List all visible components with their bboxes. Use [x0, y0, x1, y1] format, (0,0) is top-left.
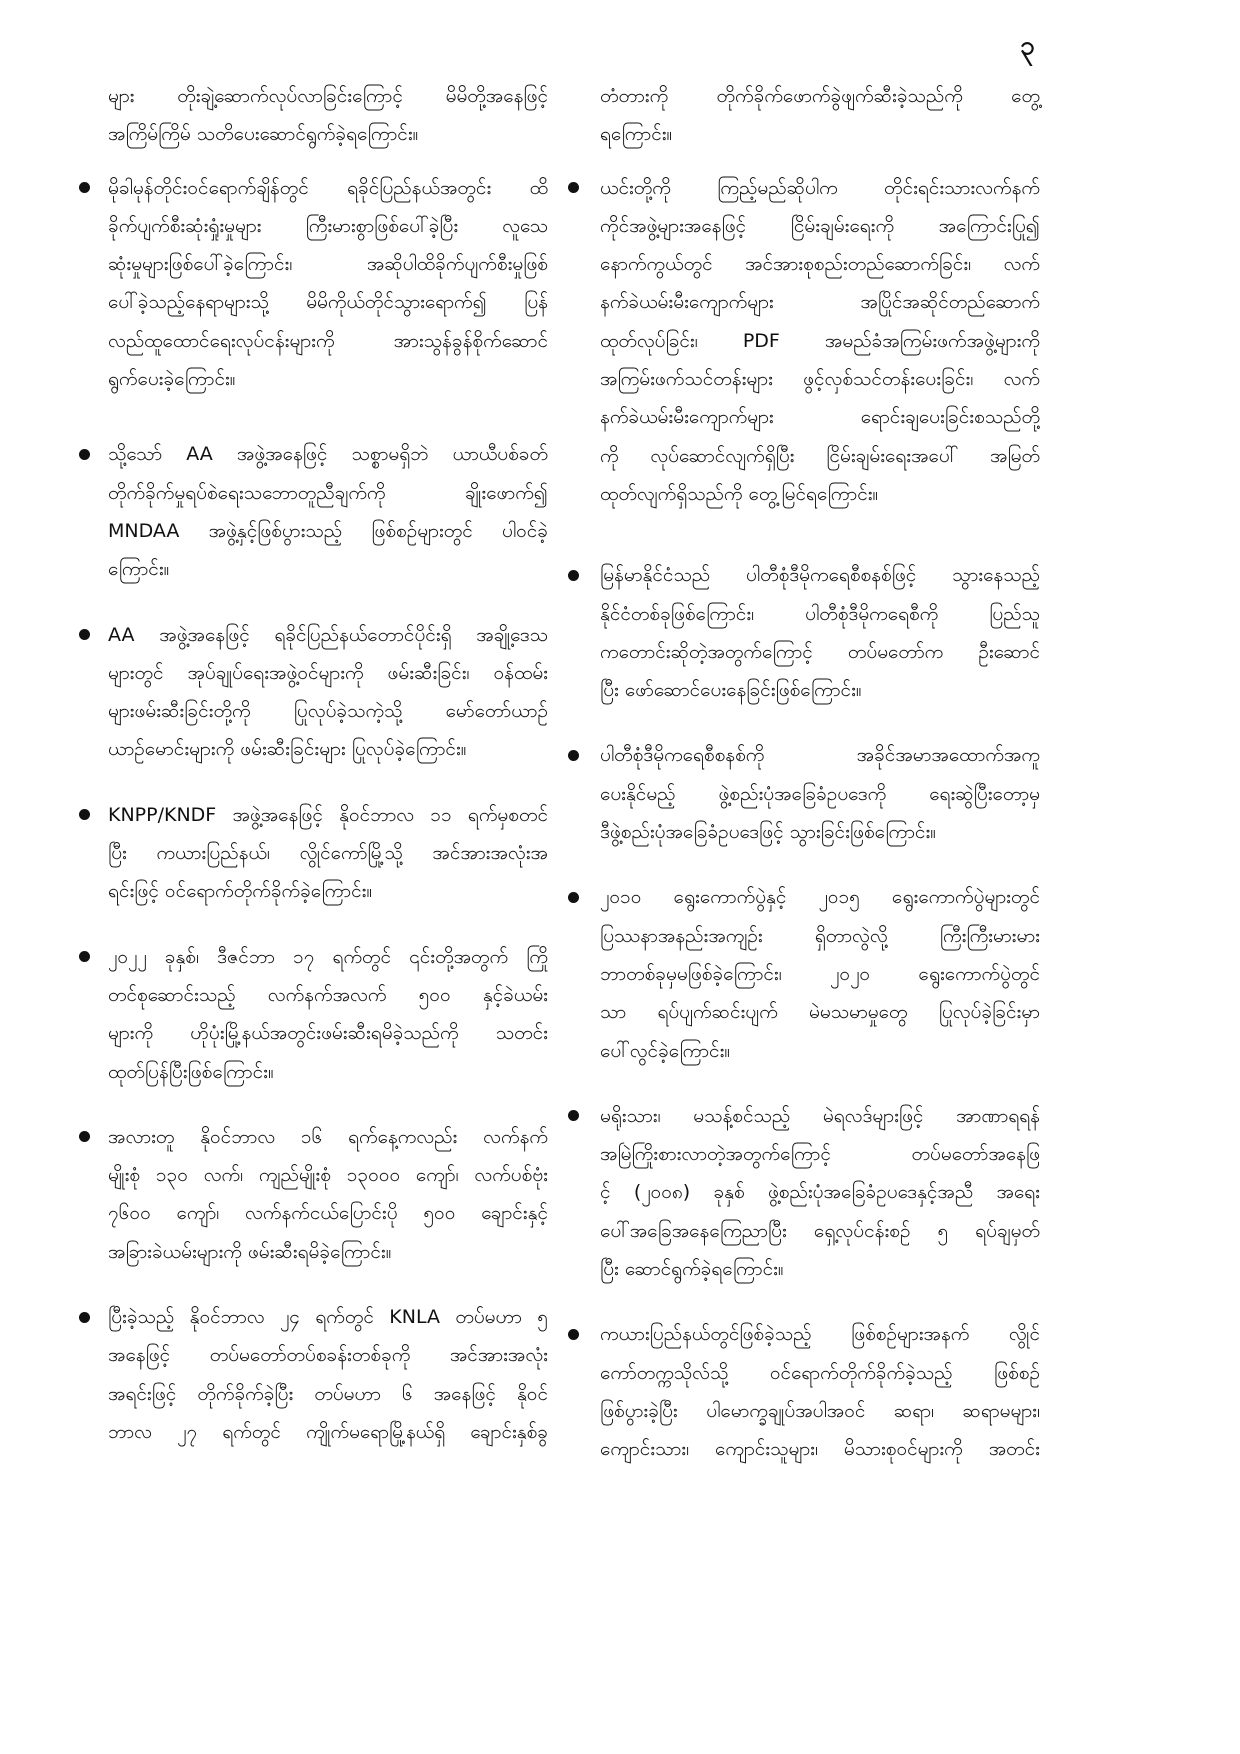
text-line: သာ ရပ်ပျက်ဆင်းပျက် မဲမသမာမှုတွေ ပြုလုပ်ခဲ့ခြင်းမှာ	[600, 1001, 1040, 1024]
continued-paragraph	[108, 77, 548, 154]
text-line: ထုတ်ပြန်ပြီးဖြစ်ကြောင်း။	[108, 1060, 274, 1083]
text-line: အမြဲကြိုးစားလာတဲ့အတွက်ကြောင့် တပ်မတော်အနေဖြ	[600, 1143, 1040, 1166]
text-line: ခိုက်ပျက်စီးဆုံးရှုံးမှုများ ကြီးမားစွာဖြစ်ပေါ်ခဲ့ပြီး လူသေ	[108, 214, 548, 237]
bullet-point-icon	[79, 629, 90, 640]
text-line: တံတားကို တိုက်ခိုက်ဖောက်ခွဲဖျက်ဆီးခဲ့သည်ကို တွေ့	[600, 85, 1040, 107]
text-line: တိုက်ခိုက်မှုရပ်စဲရေးသဘောတူညီချက်ကို ချိုးဖောက်၍	[108, 481, 548, 504]
text-line: မိုခါမုန်တိုင်းဝင်ရောက်ချိန်တွင် ရခိုင်ပြည်နယ်အတွင်း ထိ	[108, 176, 548, 199]
text-line: ၂၀၂၂ ခုနှစ်၊ ဒီဇင်ဘာ ၁၇ ရက်တွင် ၎င်းတို့အတွက် ကြို	[108, 945, 548, 968]
text-line: ကို လုပ်ဆောင်လျက်ရှိပြီး ငြိမ်းချမ်းရေးအပေါ် အမြတ်	[600, 444, 1040, 467]
text-line: ကော်တက္ကသိုလ်သို့ ဝင်ရောက်တိုက်ခိုက်ခဲ့သည့် ဖြစ်စဉ်	[600, 1361, 1040, 1384]
text-line: ၂၀၁၀ ရွေးကောက်ပွဲနှင့် ၂၀၁၅ ရွေးကောက်ပွဲများတွင်	[600, 886, 1040, 909]
text-line: ကျောင်းသား၊ ကျောင်းသူများ၊ မိသားစုဝင်များကို အတင်း	[600, 1438, 1040, 1461]
bullet-point-icon	[79, 951, 90, 962]
text-line: င့် (၂၀၀၈) ခုနှစ် ဖွဲ့စည်းပုံအခြေခံဥပဒေနှင့်အညီ အရေး	[600, 1181, 1040, 1204]
text-line: ကတောင်းဆိုတဲ့အတွက်ကြောင့် တပ်မတော်က ဦးဆောင်	[600, 640, 1040, 663]
bullet-point-icon	[79, 449, 90, 460]
text-line: ကြောင်း။	[108, 558, 170, 581]
bullet-point-icon	[568, 750, 579, 761]
text-line: ထုတ်လုပ်ခြင်း၊ PDF အမည်ခံအကြမ်းဖက်အဖွဲ့များကို	[600, 329, 1040, 352]
text-line: အရင်းဖြင့် တိုက်ခိုက်ခဲ့ပြီး တပ်မဟာ ၆ အနေဖြင့် နိုဝင်	[108, 1382, 548, 1405]
bullet-item	[600, 1315, 1040, 1468]
text-line: ပြီးခဲ့သည့် နိုဝင်ဘာလ ၂၄ ရက်တွင် KNLA တပ်မဟာ ၅	[108, 1306, 548, 1329]
text-line: များကို ဟိုပုံးမြို့နယ်အတွင်းဖမ်းဆီးရမိခဲ့သည်ကို သတင်း	[108, 1022, 548, 1045]
text-line: ပြီး ဖော်ဆောင်ပေးနေခြင်းဖြစ်ကြောင်း။	[600, 679, 862, 702]
text-line: အနေဖြင့် တပ်မတော်တပ်စခန်းတစ်ခုကို အင်အားအလုံး	[108, 1344, 548, 1367]
text-line: ပြီး ကယားပြည်နယ်၊ လွိုင်ကော်မြို့သို့ အင်အားအလုံးအ	[108, 842, 548, 865]
text-line: ပေါ်လွင်ခဲ့ကြောင်း။	[600, 1039, 731, 1062]
text-line: ရင်းဖြင့် ဝင်ရောက်တိုက်ခိုက်ခဲ့ကြောင်း။	[108, 880, 373, 903]
bullet-item	[108, 616, 548, 769]
bullet-point-icon	[79, 1312, 90, 1323]
text-line: ပေးနိုင်မည့် ဖွဲ့စည်းပုံအခြေခံဥပဒေကို ရေးဆွဲပြီးတော့မှ	[600, 782, 1040, 805]
text-line: များတွင် အုပ်ချုပ်ရေးအဖွဲ့ဝင်များကို ဖမ်းဆီးခြင်း၊ ဝန်ထမ်း	[108, 661, 548, 684]
bullet-item	[600, 736, 1040, 851]
text-line: ဆုံးမှုများဖြစ်ပေါ်ခဲ့ကြောင်း၊ အဆိုပါထိခိုက်ပျက်စီးမှုဖြစ်	[108, 253, 548, 276]
text-line: ပြီး ဆောင်ရွက်ခဲ့ရကြောင်း။	[600, 1258, 784, 1281]
text-line: ယာဉ်မောင်းများကို ဖမ်းဆီးခြင်းများ ပြုလုပ်ခဲ့ကြောင်း။	[108, 738, 467, 761]
text-line: အကြမ်းဖက်သင်တန်းများ ဖွင့်လှစ်သင်တန်းပေးခြင်း၊ လက်	[600, 368, 1040, 391]
text-line: မရိုးသား၊ မသန့်စင်သည့် မဲရလဒ်များဖြင့် အာဏာရရန်	[600, 1104, 1040, 1127]
text-line: ကိုင်အဖွဲ့များအနေဖြင့် ငြိမ်းချမ်းရေးကို အကြောင်းပြု၍	[600, 214, 1040, 237]
text-line: AA အဖွဲ့အနေဖြင့် ရခိုင်ပြည်နယ်တောင်ပိုင်းရှိ အချို့ဒေသ	[108, 623, 548, 646]
bullet-point-icon	[79, 809, 90, 820]
bullet-point-icon	[568, 570, 579, 581]
bullet-item	[108, 435, 548, 588]
page-number: ၃	[1020, 31, 1035, 61]
text-line: များ တိုးချဲ့ဆောက်လုပ်လာခြင်းကြောင့် မိမိတို့အနေဖြင့်	[108, 85, 548, 107]
text-line: နက်ခဲယမ်းမီးကျောက်များ ရောင်းချပေးခြင်းစသည်တို့	[600, 406, 1040, 429]
text-line: များဖမ်းဆီးခြင်းတို့ကို ပြုလုပ်ခဲ့သကဲ့သို့ မော်တော်ယာဉ်	[108, 700, 548, 723]
text-line: ထုတ်လျက်ရှိသည်ကို တွေ့မြင်ရကြောင်း။	[600, 482, 879, 505]
text-line: လည်ထူထောင်ရေးလုပ်ငန်းများကို အားသွန်ခွန်စိုက်ဆောင်	[108, 329, 548, 352]
text-line: ရကြောင်း။	[600, 123, 673, 146]
text-line: ပေါ်အခြေအနေကြေညာပြီး ရှေ့လုပ်ငန်းစဉ် ၅ ရပ်ချမှတ်	[600, 1219, 1040, 1242]
text-line: သို့သော် AA အဖွဲ့အနေဖြင့် သစ္စာမရှိဘဲ ယာယီပစ်ခတ်	[108, 443, 548, 466]
text-line: နောက်ကွယ်တွင် အင်အားစုစည်းတည်ဆောက်ခြင်း၊ လက်	[600, 253, 1040, 276]
text-line: ဘာတစ်ခုမှမဖြစ်ခဲ့ကြောင်း၊ ၂၀၂၀ ရွေးကောက်ပွဲတွင်	[600, 962, 1040, 985]
text-line: မျိုးစုံ ၁၃၀ လက်၊ ကျည်မျိုးစုံ ၁၃၀၀၀ ကျော်၊ လက်ပစ်ဗုံး	[108, 1164, 548, 1187]
bullet-item	[600, 556, 1040, 709]
bullet-item	[108, 1298, 548, 1451]
bullet-item	[108, 938, 548, 1091]
text-line: ယင်းတို့ကို ကြည့်မည်ဆိုပါက တိုင်းရင်းသားလက်နက်	[600, 176, 1040, 199]
text-line: ရွက်ပေးခဲ့ကြောင်း။	[108, 368, 236, 391]
bullet-point-icon	[568, 182, 579, 193]
text-line: ၇၆၀၀ ကျော်၊ လက်နက်ငယ်ပြောင်းပို ၅၀၀ ချောင်းနှင့်	[108, 1202, 548, 1225]
text-line: အလားတူ နိုဝင်ဘာလ ၁၆ ရက်နေ့ကလည်း လက်နက်	[108, 1125, 548, 1148]
text-line: အခြားခဲယမ်းများကို ဖမ်းဆီးရမိခဲ့ကြောင်း။	[108, 1240, 392, 1263]
text-line: KNPP/KNDF အဖွဲ့အနေဖြင့် နိုဝင်ဘာလ ၁၁ ရက်မှစတင်	[108, 803, 548, 826]
text-line: ကယားပြည်နယ်တွင်ဖြစ်ခဲ့သည့် ဖြစ်စဉ်များအနက် လွိုင်	[600, 1323, 1040, 1346]
text-line: နိုင်ငံတစ်ခုဖြစ်ကြောင်း၊ ပါတီစုံဒီမိုကရေစီကို ပြည်သူ	[600, 602, 1040, 625]
bullet-point-icon	[568, 892, 579, 903]
bullet-item	[108, 169, 548, 399]
text-line: ပေါ်ခဲ့သည့်နေရာများသို့ မိမိကိုယ်တိုင်သွားရောက်၍ ပြန်	[108, 291, 548, 314]
text-line: မြန်မာနိုင်ငံသည် ပါတီစုံဒီမိုကရေစီစနစ်ဖြင့် သွားနေသည့်	[600, 564, 1040, 587]
text-line: ပါတီစုံဒီမိုကရေစီစနစ်ကို အခိုင်အမာအထောက်အကူ	[600, 744, 1040, 767]
text-line: နက်ခဲယမ်းမီးကျောက်များ အပြိုင်အဆိုင်တည်ဆောက်	[600, 291, 1040, 314]
bullet-item	[600, 1097, 1040, 1288]
left-column	[108, 77, 548, 1451]
bullet-item	[108, 796, 548, 911]
text-line: တင်စုဆောင်းသည့် လက်နက်အလက် ၅၀၀ နှင့်ခဲယမ်း	[108, 983, 548, 1006]
bullet-item	[600, 878, 1040, 1069]
text-line: ဘာလ ၂၇ ရက်တွင် ကျိုက်မရောမြို့နယ်ရှိ ချောင်းနှစ်ခွ	[108, 1420, 548, 1443]
bullet-point-icon	[568, 1110, 579, 1121]
text-line: ဒီဖွဲ့စည်းပုံအခြေခံဥပဒေဖြင့် သွားခြင်းဖြစ်ကြောင်း။	[600, 821, 937, 844]
text-line: ဖြစ်ပွားခဲ့ပြီး ပါမောက္ခချုပ်အပါအဝင် ဆရာ၊ ဆရာမများ၊	[600, 1399, 1040, 1422]
bullet-item	[600, 169, 1040, 514]
text-line: MNDAA အဖွဲ့နှင့်ဖြစ်ပွားသည့် ဖြစ်စဉ်များတွင် ပါဝင်ခဲ့	[108, 519, 548, 542]
text-line: အကြိမ်ကြိမ် သတိပေးဆောင်ရွက်ခဲ့ရကြောင်း။	[108, 123, 419, 146]
bullet-point-icon	[79, 182, 90, 193]
text-line: ပြဿနာအနည်းအကျဉ်း ရှိတာလွဲလို့ ကြီးကြီးမားမား	[600, 924, 1040, 947]
right-column	[600, 77, 1040, 1469]
bullet-point-icon	[568, 1329, 579, 1340]
bullet-point-icon	[79, 1131, 90, 1142]
bullet-item	[108, 1118, 548, 1271]
continued-paragraph	[600, 77, 1040, 154]
